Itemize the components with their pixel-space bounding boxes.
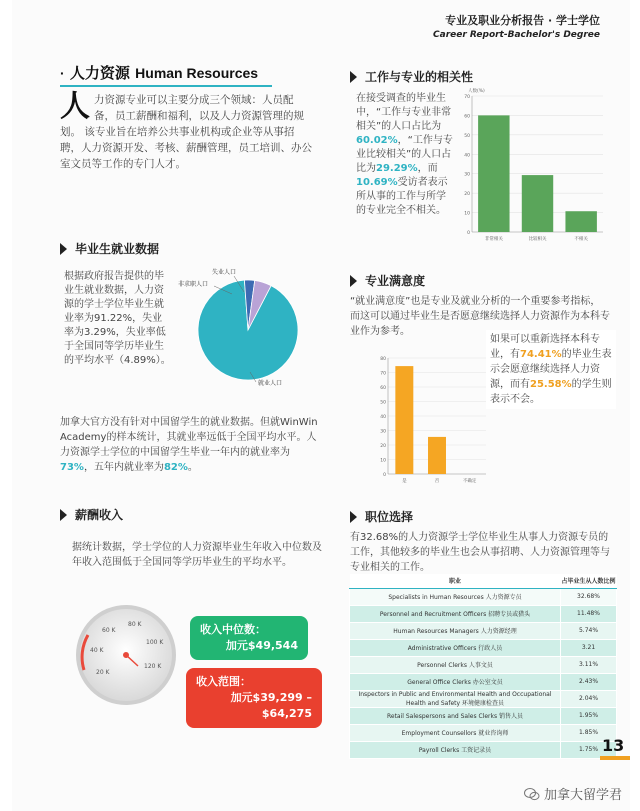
relevance-v2: 29.29% xyxy=(376,163,418,174)
bar-0 xyxy=(478,115,509,232)
section-employment-title: 毕业生就业数据 xyxy=(75,242,160,256)
page xyxy=(12,0,630,811)
employment-pie-chart xyxy=(172,262,322,392)
employment-note-c: 。 xyxy=(187,462,198,473)
gauge-tick-80k: 80 K xyxy=(128,621,142,628)
employment-text: 根据政府报告提供的毕业生就业数据，人力资源的学士学位毕业生就业率为91.22%，失业率为3.29%，失业率低于全国同等学历毕业生的平均水平（4.89%）。 xyxy=(64,271,171,366)
bar-2 xyxy=(565,211,596,232)
table-row xyxy=(350,605,617,622)
relevance-text xyxy=(356,92,454,218)
income-range-value: 加元$39,299 – $64,275 xyxy=(230,691,312,720)
y-axis-label: 人数(%) xyxy=(468,89,485,94)
section-marker-icon xyxy=(350,275,357,287)
y-tick-label: 40 xyxy=(380,415,386,420)
section-relevance xyxy=(350,68,473,85)
section-employment xyxy=(60,240,159,257)
y-tick-label: 40 xyxy=(464,153,470,159)
pct-cell: 3.21 xyxy=(561,639,617,656)
pct-cell: 1.85% xyxy=(561,724,617,741)
sat-box-a: 如果可以重新选择本科专业，有 xyxy=(490,334,600,360)
pct-cell: 2.43% xyxy=(561,673,617,690)
salary-text: 据统计数据，学士学位的人力资源毕业生年收入中位数及年收入范围低于全国同等学历毕业生的平均水平。 xyxy=(72,542,322,568)
job-cell: Inspectors in Public and Environmental Health and Occupational Health and Safety 环境健康检查员 xyxy=(350,690,561,707)
header-cn: 专业及职业分析报告 · 学士学位 xyxy=(445,14,600,27)
gauge-tick-40k: 40 K xyxy=(90,647,104,654)
y-tick-label: 0 xyxy=(383,473,386,478)
section-marker-icon xyxy=(60,243,67,255)
section-relevance-title: 工作与专业的相关性 xyxy=(365,70,474,84)
relevance-p4: 受访者表示所从事的工作与所学的专业完全不相关。 xyxy=(356,177,448,216)
page-number-bar xyxy=(600,756,630,760)
employment-note xyxy=(60,415,322,475)
sat-box-v2: 25.58% xyxy=(530,379,572,390)
y-tick-label: 50 xyxy=(380,400,386,406)
bar-1 xyxy=(522,175,553,232)
table-row xyxy=(350,673,617,690)
section-marker-icon xyxy=(350,71,357,83)
salary-gauge xyxy=(66,600,186,710)
employment-rate-5yr: 82% xyxy=(163,462,188,473)
x-tick-label: 不确定 xyxy=(462,479,477,484)
income-range-badge xyxy=(186,668,322,728)
pie-label-unemployed: 失业人口 xyxy=(212,269,237,276)
relevance-v3: 10.69% xyxy=(356,177,398,188)
pct-cell: 2.04% xyxy=(561,690,617,707)
job-cell: Personnel and Recruitment Officers 招聘专员或猎头 xyxy=(350,605,561,622)
job-cell: Administrative Officers 行政人员 xyxy=(350,639,561,656)
median-income-badge xyxy=(190,616,308,660)
job-cell: General Office Clerks 办公室文员 xyxy=(350,673,561,690)
pct-cell: 3.11% xyxy=(561,656,617,673)
gauge-tick-100k: 100 K xyxy=(146,639,164,646)
gauge-tick-20k: 20 K xyxy=(96,669,110,676)
section-jobs-title: 职位选择 xyxy=(365,510,414,524)
wechat-icon xyxy=(524,787,540,801)
y-tick-label: 30 xyxy=(464,172,470,178)
y-tick-label: 60 xyxy=(380,386,386,391)
pct-cell: 11.48% xyxy=(561,605,617,622)
x-tick-label: 是 xyxy=(402,479,407,484)
job-cell: Specialists in Human Resources 人力资源专员 xyxy=(350,588,561,605)
pct-cell: 32.68% xyxy=(561,588,617,605)
job-cell: Retail Salespersons and Sales Clerks 销售人员 xyxy=(350,707,561,724)
gauge-tick-60k: 60 K xyxy=(102,627,116,634)
y-tick-label: 50 xyxy=(464,133,470,139)
watermark-text: 加拿大留学君 xyxy=(544,788,623,803)
section-marker-icon xyxy=(60,509,67,521)
satisfaction-text: “就业满意度”也是专业及就业分析的一个重要参考指标，而这可以通过毕业生是否愿意继续选择人力资源作为本科专业作为参考。 xyxy=(350,296,610,337)
page-header xyxy=(433,12,600,40)
section-salary xyxy=(60,506,123,523)
y-tick-label: 10 xyxy=(380,458,386,464)
satisfaction-box xyxy=(486,330,616,409)
job-cell: Personnel Clerks 人事文员 xyxy=(350,656,561,673)
relevance-v1: 60.02% xyxy=(356,135,398,146)
relevance-p3: ，而 xyxy=(417,163,438,174)
header-en: Career Report-Bachelor's Degree xyxy=(433,30,600,40)
table-row xyxy=(350,690,617,707)
employment-note-a: 加拿大官方没有针对中国留学生的就业数据。但就WinWin Academy的样本统计，其就业率远低于全国平均水平。人力资源学士学位的中国留学生毕业一年内的就业率为 xyxy=(60,417,318,458)
watermark xyxy=(524,784,622,803)
relevance-p2: ，“工作与专业比较相关”的人口占比为 xyxy=(356,135,453,174)
median-income-label: 收入中位数： xyxy=(200,623,266,636)
pie-label-employed: 就业人口 xyxy=(258,380,283,387)
y-tick-label: 0 xyxy=(467,231,470,236)
satisfaction-bar-chart xyxy=(372,350,492,490)
x-tick-label: 不相关 xyxy=(574,237,588,242)
job-cell: Payroll Clerks 工资记录员 xyxy=(350,741,561,758)
income-range-label: 收入范围： xyxy=(196,675,251,688)
x-tick-label: 否 xyxy=(434,479,440,484)
sat-box-c: 的学生则表示不会。 xyxy=(490,379,612,405)
sat-box-v1: 74.41% xyxy=(520,349,562,360)
section-marker-icon xyxy=(350,511,357,523)
table-row xyxy=(350,707,617,724)
pct-cell: 1.95% xyxy=(561,707,617,724)
pct-cell: 1.75% xyxy=(561,741,617,758)
x-tick-label: 比较相关 xyxy=(528,237,547,242)
table-row xyxy=(350,724,617,741)
title-cn: 人力资源 xyxy=(69,64,130,82)
intro-text: 力资源专业可以主要分成三个领域：人员配备，员工薪酬和福利，以及人力资源管理的规划。 该专业旨在培养公共事业机构或企业等从事招聘，人力资源开发、考核、薪酬管理，员工培训、办公室文员等工作的专门人才。 xyxy=(60,94,312,170)
jobs-col-pct: 占毕业生从人数比例 xyxy=(561,574,617,588)
y-tick-label: 70 xyxy=(380,371,386,377)
x-tick-label: 非常相关 xyxy=(484,237,503,242)
jobs-table xyxy=(349,574,617,759)
section-jobs xyxy=(350,508,413,525)
page-number: 13 xyxy=(602,736,625,755)
table-row xyxy=(350,741,617,758)
pie-label-not-in-labor: 非求职人口 xyxy=(178,281,209,288)
page-title xyxy=(60,62,272,87)
relevance-p1: 在接受调查的毕业生中，“工作与专业非常相关”的人口占比为 xyxy=(356,93,452,132)
table-row xyxy=(350,639,617,656)
bar-0 xyxy=(395,366,413,474)
table-row xyxy=(350,588,617,605)
section-satisfaction-title: 专业满意度 xyxy=(365,274,426,288)
sat-box-b: 的毕业生表示会愿意继续选择人力资源，而有 xyxy=(490,349,612,390)
section-salary-title: 薪酬收入 xyxy=(75,508,124,522)
y-tick-label: 70 xyxy=(464,95,470,100)
employment-note-b: ，五年内就业率为 xyxy=(83,462,164,473)
y-tick-label: 80 xyxy=(380,357,386,362)
job-cell: Employment Counsellors 就业咨询师 xyxy=(350,724,561,741)
table-row xyxy=(350,656,617,673)
y-tick-label: 20 xyxy=(380,444,386,449)
y-tick-label: 60 xyxy=(464,114,470,120)
employment-rate-1yr: 73% xyxy=(60,462,84,473)
y-tick-label: 10 xyxy=(464,211,470,217)
bar-1 xyxy=(428,437,446,474)
job-cell: Human Resources Managers 人力资源经理 xyxy=(350,622,561,639)
table-row xyxy=(350,622,617,639)
pct-cell: 5.74% xyxy=(561,622,617,639)
title-dot: · xyxy=(60,65,65,81)
median-income-value: 加元$49,544 xyxy=(225,639,298,652)
drop-cap: 人 xyxy=(60,89,90,124)
intro-paragraph xyxy=(60,89,312,172)
gauge-tick-120k: 120 K xyxy=(144,663,162,670)
y-tick-label: 30 xyxy=(380,429,386,435)
title-en: Human Resources xyxy=(135,65,259,81)
y-tick-label: 20 xyxy=(464,192,470,198)
jobs-col-job: 职业 xyxy=(350,574,561,588)
jobs-text: 有32.68%的人力资源学士学位毕业生从事人力资源专员的工作，其他较多的毕业生也会从事招聘、人力资源管理等与专业相关的工作。 xyxy=(350,532,610,573)
relevance-bar-chart xyxy=(454,88,609,248)
section-satisfaction xyxy=(350,272,425,289)
